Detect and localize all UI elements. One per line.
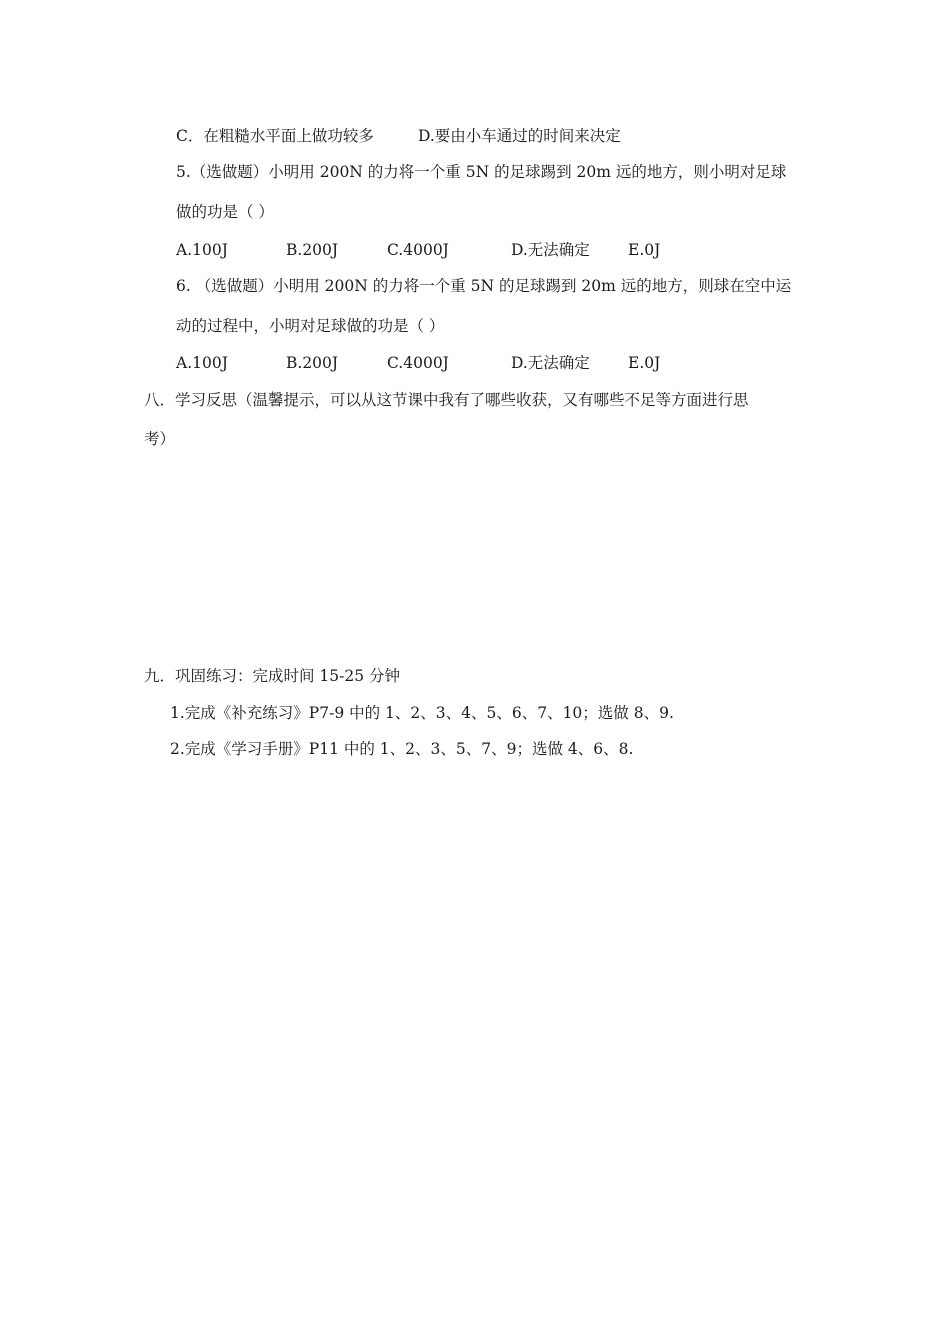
q6-option-a: A.100J — [176, 354, 228, 372]
q5-option-a: A.100J — [176, 241, 228, 259]
section8-heading-line2: 考） — [144, 430, 176, 448]
q6-stem-line1: 6. （选做题）小明用 200N 的力将一个重 5N 的足球踢到 20m 远的地方，则球在空中运 — [176, 277, 792, 295]
q6-option-b: B.200J — [286, 354, 339, 372]
q6-option-d: D.无法确定 — [511, 354, 590, 372]
section9-item1: 1.完成《补充练习》P7-9 中的 1、2、3、4、5、6、7、10；选做 8、9. — [170, 704, 674, 722]
section9-heading: 九．巩固练习：完成时间 15-25 分钟 — [144, 667, 401, 685]
section8-heading-line1: 八．学习反思（温馨提示，可以从这节课中我有了哪些收获，又有哪些不足等方面进行思 — [144, 391, 749, 409]
q4-option-c: C．在粗糙水平面上做功较多 — [176, 127, 374, 145]
q6-stem-line2: 动的过程中，小明对足球做的功是（ ） — [176, 317, 445, 335]
q6-option-c: C.4000J — [387, 354, 449, 372]
q5-option-b: B.200J — [286, 241, 339, 259]
q5-option-e: E.0J — [628, 241, 661, 259]
q6-option-e: E.0J — [628, 354, 661, 372]
q5-stem-line2: 做的功是（ ） — [176, 203, 274, 221]
q5-stem-line1: 5.（选做题）小明用 200N 的力将一个重 5N 的足球踢到 20m 远的地方，则小明对足球 — [176, 163, 787, 181]
q5-option-d: D.无法确定 — [511, 241, 590, 259]
q4-option-d: D.要由小车通过的时间来决定 — [418, 127, 621, 145]
section9-item2: 2.完成《学习手册》P11 中的 1、2、3、5、7、9；选做 4、6、8. — [170, 740, 634, 758]
q5-option-c: C.4000J — [387, 241, 449, 259]
